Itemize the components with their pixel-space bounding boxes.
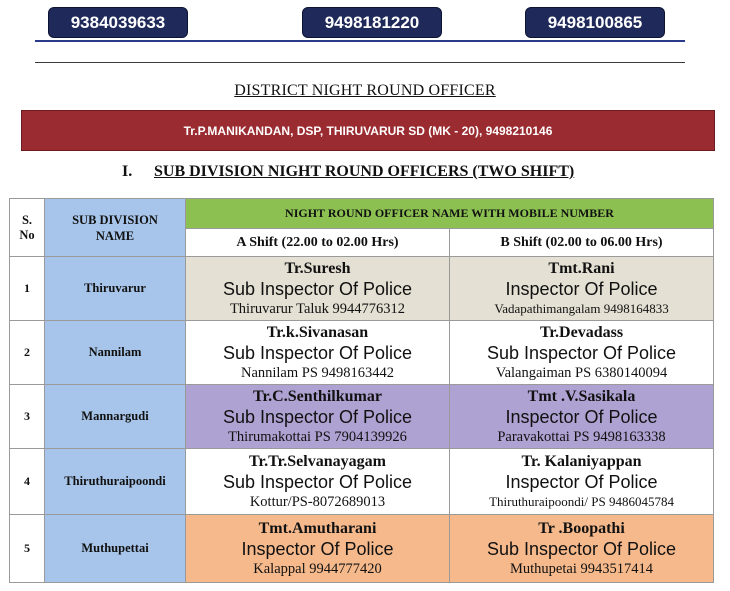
- row-sno: 3: [10, 385, 45, 449]
- table-row: [10, 321, 714, 385]
- officer-rank: Sub Inspector Of Police: [222, 472, 413, 492]
- section-heading: [122, 163, 574, 181]
- officer-name: Tr.Suresh: [284, 260, 351, 277]
- officer-rank: Sub Inspector Of Police: [222, 407, 413, 427]
- header-subdivision: SUB DIVISION NAME: [45, 199, 186, 257]
- row-subdivision: Thiruvarur: [45, 257, 186, 321]
- shift-a-officer: [186, 449, 450, 515]
- table-row: [10, 257, 714, 321]
- officer-contact: Thiruthuraipoondi/ PS 9486045784: [489, 494, 674, 509]
- officer-name: Tr.Devadass: [539, 324, 624, 341]
- row-sno: 1: [10, 257, 45, 321]
- officer-contact: Thirumakottai PS 7904139926: [228, 429, 407, 445]
- row-subdivision: Thiruthuraipoondi: [45, 449, 186, 515]
- divider-bottom: [35, 62, 685, 63]
- officer-contact: Valangaiman PS 6380140094: [495, 365, 668, 381]
- phone-badge-2: 9498181220: [303, 8, 441, 37]
- officer-rank: Sub Inspector Of Police: [486, 539, 677, 559]
- table-row: [10, 515, 714, 583]
- header-shift-a: A Shift (22.00 to 02.00 Hrs): [186, 229, 450, 257]
- officer-rank: Sub Inspector Of Police: [222, 279, 413, 299]
- section-title: SUB DIVISION NIGHT ROUND OFFICERS (TWO SHIFT): [154, 163, 575, 180]
- officer-rank: Sub Inspector Of Police: [222, 343, 413, 363]
- row-sno: 2: [10, 321, 45, 385]
- header-shift-b: B Shift (02.00 to 06.00 Hrs): [450, 229, 714, 257]
- officer-rank: Inspector Of Police: [505, 279, 658, 299]
- officer-rank: Inspector Of Police: [505, 407, 658, 427]
- divider-top: [35, 40, 685, 42]
- row-sno: 4: [10, 449, 45, 515]
- table-row: [10, 449, 714, 515]
- officer-contact: Kalappal 9944777420: [253, 561, 382, 577]
- shift-a-officer: [186, 385, 450, 449]
- officer-rank: Sub Inspector Of Police: [486, 343, 677, 363]
- row-subdivision: Nannilam: [45, 321, 186, 385]
- officer-contact: Kottur/PS-8072689013: [249, 494, 386, 510]
- officer-contact: Muthupetai 9943517414: [510, 561, 653, 577]
- officer-rank: Inspector Of Police: [241, 539, 394, 559]
- officer-name: Tr. Kalaniyappan: [521, 453, 642, 470]
- officer-rank: Inspector Of Police: [505, 472, 658, 492]
- shift-a-officer: [186, 321, 450, 385]
- officer-contact: Vadapathimangalam 9498164833: [494, 301, 669, 316]
- header-officer-group: NIGHT ROUND OFFICER NAME WITH MOBILE NUMBER: [186, 199, 714, 229]
- officer-name: Tmt.Rani: [548, 260, 615, 277]
- row-sno: 5: [10, 515, 45, 583]
- officer-contact: Thiruvarur Taluk 9944776312: [229, 301, 406, 317]
- officer-name: Tr.Tr.Selvanayagam: [249, 453, 386, 470]
- section-number: I.: [122, 163, 133, 180]
- shift-b-officer: [450, 515, 714, 583]
- row-subdivision: Muthupettai: [45, 515, 186, 583]
- table-row: [10, 385, 714, 449]
- shift-b-officer: [450, 257, 714, 321]
- row-subdivision: Mannargudi: [45, 385, 186, 449]
- header-sno: S. No: [10, 199, 45, 257]
- officer-contact: Nannilam PS 9498163442: [240, 365, 395, 381]
- district-title: DISTRICT NIGHT ROUND OFFICER: [234, 82, 496, 99]
- shift-a-officer: [186, 515, 450, 583]
- phone-badge-3: 9498100865: [526, 8, 664, 37]
- shift-a-officer: [186, 257, 450, 321]
- shift-b-officer: [450, 449, 714, 515]
- district-officer-banner: Tr.P.MANIKANDAN, DSP, THIRUVARUR SD (MK - 20), 9498210146: [21, 110, 715, 151]
- officer-name: Tr.k.Sivanasan: [266, 324, 369, 341]
- officer-contact: Paravakottai PS 9498163338: [497, 429, 666, 445]
- officer-name: Tr.C.Senthilkumar: [253, 388, 382, 405]
- officer-name: Tmt .V.Sasikala: [527, 388, 636, 405]
- phone-badge-1: 9384039633: [49, 8, 187, 37]
- shift-b-officer: [450, 321, 714, 385]
- officer-name: Tr .Boopathi: [538, 520, 625, 537]
- night-round-table: [9, 198, 714, 583]
- shift-b-officer: [450, 385, 714, 449]
- officer-name: Tmt.Amutharani: [258, 520, 377, 537]
